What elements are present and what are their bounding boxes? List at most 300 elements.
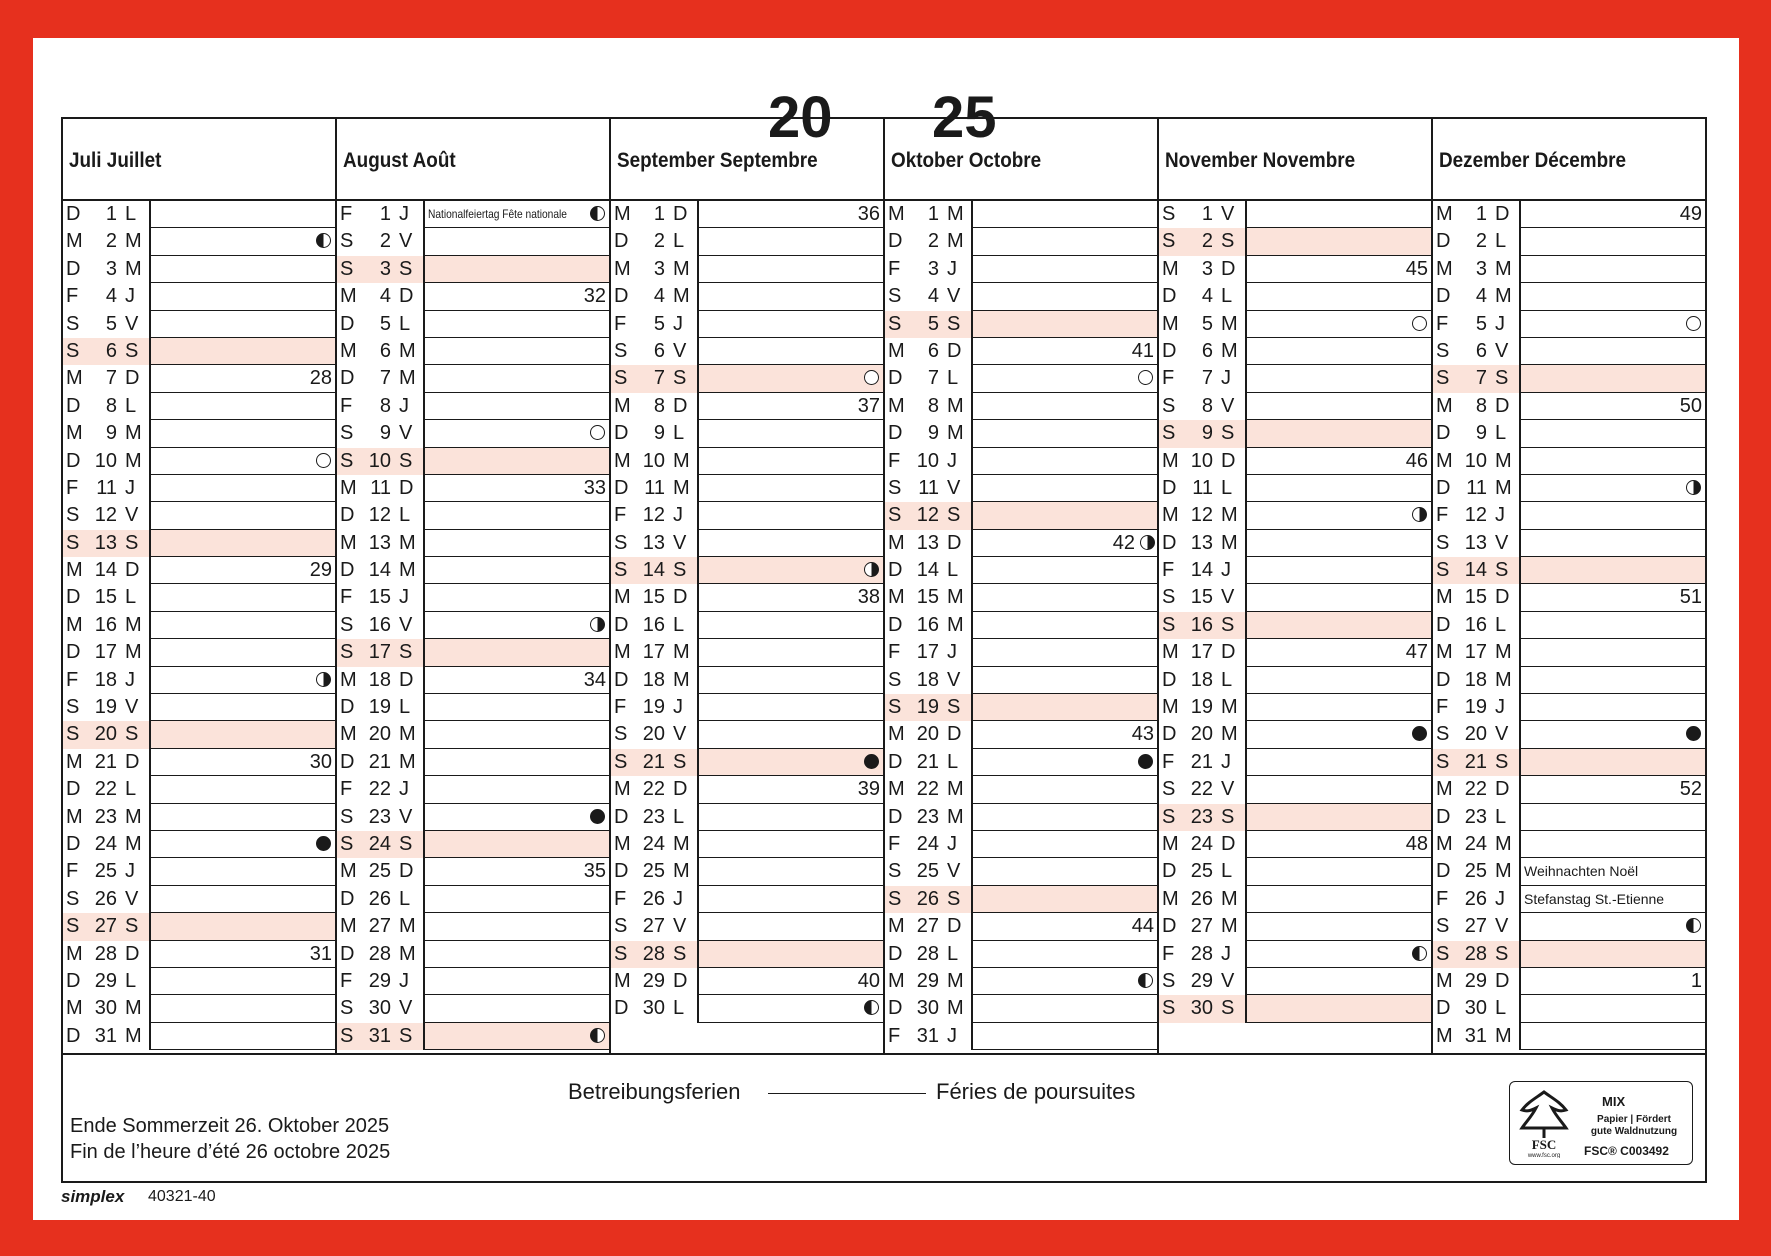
day-row (1433, 667, 1705, 694)
day-row (885, 228, 1157, 255)
weekday-de: S (340, 422, 354, 445)
day-row (63, 311, 335, 338)
weekday-de: F (614, 887, 627, 910)
weekday-fr: M (673, 285, 690, 308)
day-number: 8 (653, 394, 665, 417)
month-header (611, 119, 883, 201)
day-number: 21 (94, 750, 117, 773)
note-cell (1519, 776, 1705, 803)
note-cell (971, 557, 1157, 584)
note-cell (971, 584, 1157, 611)
day-number: 18 (1190, 668, 1213, 691)
note-cell (1519, 365, 1705, 392)
note-cell (971, 283, 1157, 310)
day-number: 24 (94, 832, 117, 855)
day-number: 3 (1475, 257, 1487, 280)
day-row (885, 995, 1157, 1022)
weekday-de: D (340, 750, 355, 773)
day-row (63, 694, 335, 721)
weekday-fr: M (1221, 915, 1238, 938)
note-cell (971, 201, 1157, 228)
day-number: 23 (1190, 805, 1213, 828)
day-number: 4 (379, 285, 391, 308)
month-column (337, 119, 611, 1053)
day-number: 29 (1190, 969, 1213, 992)
weekday-fr: M (1221, 887, 1238, 910)
day-row (337, 1023, 609, 1050)
day-row (63, 228, 335, 255)
weekday-de: D (888, 559, 903, 582)
weekday-fr: M (947, 586, 964, 609)
weekday-de: D (340, 504, 355, 527)
note-cell (1519, 612, 1705, 639)
weekday-fr: M (399, 559, 416, 582)
note-cell (971, 831, 1157, 858)
weekday-de: S (66, 339, 80, 362)
weekday-fr: V (399, 613, 413, 636)
note-cell (149, 365, 335, 392)
day-number: 22 (1464, 778, 1487, 801)
month-title: August Août (343, 149, 456, 172)
day-row (885, 886, 1157, 913)
brand-logo: simplex (61, 1187, 125, 1206)
note-cell (423, 639, 609, 666)
full-moon-icon (864, 370, 879, 385)
day-number: 9 (1201, 422, 1213, 445)
weekday-fr: V (673, 723, 687, 746)
weekday-fr: D (399, 668, 414, 691)
day-number: 22 (916, 778, 939, 801)
day-number: 24 (1190, 832, 1213, 855)
day-number: 20 (1464, 723, 1487, 746)
day-row (1159, 913, 1431, 940)
weekday-fr: S (125, 339, 139, 362)
betreibungsferien-line (768, 1093, 926, 1094)
day-number: 27 (1464, 915, 1487, 938)
day-number: 21 (642, 750, 665, 773)
weekday-fr: V (399, 997, 413, 1020)
note-cell (1519, 804, 1705, 831)
note-cell (1245, 721, 1431, 748)
note-cell (1245, 694, 1431, 721)
note-cell (1245, 420, 1431, 447)
weekday-de: D (1436, 422, 1451, 445)
new-moon-icon (590, 809, 605, 824)
day-row (1433, 256, 1705, 283)
weekday-de: S (340, 805, 354, 828)
note-cell (1519, 393, 1705, 420)
day-number: 9 (105, 422, 117, 445)
day-number: 19 (1190, 696, 1213, 719)
weekday-fr: L (1221, 860, 1233, 883)
last-quarter-moon-icon (590, 1028, 605, 1043)
day-row (1433, 804, 1705, 831)
day-row (1159, 448, 1431, 475)
note-cell (971, 749, 1157, 776)
weekday-fr: S (1221, 805, 1235, 828)
weekday-fr: J (1221, 559, 1231, 582)
day-number: 24 (916, 832, 939, 855)
weekday-de: S (66, 531, 80, 554)
week-number: 48 (1405, 832, 1428, 855)
weekday-fr: M (1221, 504, 1238, 527)
weekday-de: F (888, 257, 901, 280)
weekday-de: D (66, 969, 81, 992)
note-cell (1519, 201, 1705, 228)
weekday-de: F (1162, 559, 1175, 582)
weekday-de: S (614, 723, 628, 746)
day-row (611, 968, 883, 995)
weekday-de: D (66, 394, 81, 417)
weekday-de: D (614, 805, 629, 828)
note-cell (1519, 941, 1705, 968)
fsc-text (1582, 1114, 1686, 1138)
day-number: 13 (642, 531, 665, 554)
note-cell (1519, 858, 1705, 885)
weekday-de: D (1162, 723, 1177, 746)
weekday-de: D (1436, 285, 1451, 308)
full-moon-icon (1412, 316, 1427, 331)
weekday-de: F (340, 203, 353, 225)
day-number: 7 (653, 367, 665, 390)
note-cell (697, 530, 883, 557)
weekday-fr: V (125, 312, 139, 335)
weekday-fr: D (125, 750, 140, 773)
weekday-de: S (1436, 750, 1450, 773)
note-cell (149, 420, 335, 447)
weekday-de: D (66, 586, 81, 609)
note-cell (1245, 667, 1431, 694)
note-cell (1519, 256, 1705, 283)
weekday-de: D (66, 641, 81, 664)
day-row (1433, 365, 1705, 392)
day-row (63, 913, 335, 940)
weekday-fr: M (125, 257, 142, 280)
weekday-de: D (1436, 230, 1451, 253)
weekday-de: M (1162, 832, 1179, 855)
note-cell (423, 721, 609, 748)
month-header (885, 119, 1157, 201)
weekday-de: F (1162, 367, 1175, 390)
note-cell (971, 365, 1157, 392)
weekday-fr: V (1495, 915, 1509, 938)
weekday-de: M (66, 805, 83, 828)
day-number: 12 (1190, 504, 1213, 527)
weekday-fr: J (673, 312, 683, 335)
day-row (1159, 502, 1431, 529)
day-row (885, 530, 1157, 557)
weekday-fr: L (1495, 230, 1507, 253)
note-cell (971, 776, 1157, 803)
note-cell (971, 639, 1157, 666)
day-number: 5 (653, 312, 665, 335)
day-row (885, 557, 1157, 584)
day-row (1433, 1023, 1705, 1050)
day-number: 26 (1464, 887, 1487, 910)
day-row (1433, 886, 1705, 913)
last-quarter-moon-icon (1686, 918, 1701, 933)
note-cell (423, 776, 609, 803)
weekday-de: S (1162, 969, 1176, 992)
weekday-de: D (340, 887, 355, 910)
weekday-fr: S (1221, 997, 1235, 1020)
weekday-de: M (888, 394, 905, 417)
weekday-de: D (1436, 668, 1451, 691)
weekday-fr: D (947, 339, 962, 362)
new-moon-icon (1412, 726, 1427, 741)
weekday-fr: D (673, 586, 688, 609)
note-cell (971, 448, 1157, 475)
weekday-fr: M (1221, 339, 1238, 362)
note-cell (1519, 584, 1705, 611)
note-cell (423, 502, 609, 529)
day-number: 6 (1475, 339, 1487, 362)
weekday-fr: M (1495, 641, 1512, 664)
weekday-de: D (888, 997, 903, 1020)
note-cell (149, 886, 335, 913)
note-cell (423, 256, 609, 283)
last-quarter-moon-icon (1412, 946, 1427, 961)
weekday-fr: V (1221, 778, 1235, 801)
day-row (1433, 639, 1705, 666)
day-number: 5 (1475, 312, 1487, 335)
weekday-fr: L (673, 422, 685, 445)
day-number: 23 (916, 805, 939, 828)
weekday-de: M (888, 339, 905, 362)
weekday-fr: D (1221, 832, 1236, 855)
day-number: 10 (1190, 449, 1213, 472)
note-cell (149, 448, 335, 475)
day-number: 25 (1464, 860, 1487, 883)
weekday-de: M (340, 531, 357, 554)
weekday-fr: D (399, 285, 414, 308)
day-row (611, 557, 883, 584)
weekday-fr: L (1495, 613, 1507, 636)
weekday-fr: M (947, 613, 964, 636)
day-row (63, 639, 335, 666)
weekday-fr: L (1221, 668, 1233, 691)
day-row (1159, 557, 1431, 584)
day-number: 16 (916, 613, 939, 636)
weekday-fr: D (673, 778, 688, 801)
day-number: 3 (653, 257, 665, 280)
day-row (611, 612, 883, 639)
note-cell (1245, 968, 1431, 995)
weekday-de: D (340, 559, 355, 582)
note-cell (971, 502, 1157, 529)
day-number: 4 (927, 285, 939, 308)
weekday-fr: M (399, 750, 416, 773)
weekday-de: M (66, 997, 83, 1020)
day-row (1159, 530, 1431, 557)
weekday-fr: L (125, 203, 137, 225)
day-row (1159, 639, 1431, 666)
day-number: 17 (1464, 641, 1487, 664)
weekday-de: S (1436, 723, 1450, 746)
last-quarter-moon-icon (1138, 973, 1153, 988)
weekday-fr: J (399, 778, 409, 801)
day-number: 2 (1201, 230, 1213, 253)
weekday-de: S (614, 750, 628, 773)
weekday-fr: J (673, 887, 683, 910)
day-row (611, 667, 883, 694)
day-row (885, 776, 1157, 803)
day-row (63, 475, 335, 502)
weekday-fr: J (1221, 750, 1231, 773)
day-row (1433, 941, 1705, 968)
weekday-fr: M (673, 832, 690, 855)
note-cell (697, 913, 883, 940)
note-cell (697, 968, 883, 995)
weekday-fr: V (1495, 531, 1509, 554)
note-cell (697, 749, 883, 776)
weekday-de: M (1436, 257, 1453, 280)
weekday-de: D (1162, 476, 1177, 499)
product-code: 40321-40 (148, 1188, 216, 1205)
last-quarter-moon-icon (590, 206, 605, 221)
day-row (63, 721, 335, 748)
day-number: 7 (105, 367, 117, 390)
day-row (1433, 283, 1705, 310)
weekday-fr: M (1495, 285, 1512, 308)
day-number: 31 (368, 1024, 391, 1047)
note-cell (1245, 995, 1431, 1022)
note-cell (697, 584, 883, 611)
note-cell (971, 256, 1157, 283)
week-number: 47 (1405, 641, 1428, 664)
weekday-fr: D (1221, 641, 1236, 664)
day-number: 18 (642, 668, 665, 691)
weekday-fr: V (673, 915, 687, 938)
fsc-badge (1509, 1081, 1693, 1165)
day-row (1433, 530, 1705, 557)
day-number: 11 (370, 476, 391, 499)
last-quarter-moon-icon (316, 233, 331, 248)
weekday-fr: M (399, 723, 416, 746)
week-number: 32 (583, 285, 606, 308)
weekday-de: F (1436, 887, 1449, 910)
weekday-fr: D (947, 915, 962, 938)
month-column (63, 119, 337, 1053)
note-cell (1519, 338, 1705, 365)
day-row (1159, 721, 1431, 748)
note-cell (423, 968, 609, 995)
day-number: 1 (379, 203, 391, 225)
day-row (611, 256, 883, 283)
day-row (63, 776, 335, 803)
weekday-fr: L (673, 805, 685, 828)
day-number: 28 (1190, 942, 1213, 965)
weekday-fr: S (399, 449, 413, 472)
fsc-line1: Papier | Fördert (1597, 1114, 1671, 1125)
weekday-de: F (340, 394, 353, 417)
weekday-fr: V (673, 339, 687, 362)
weekday-de: M (888, 723, 905, 746)
day-number: 3 (927, 257, 939, 280)
day-number: 29 (368, 969, 391, 992)
weekday-fr: D (399, 860, 414, 883)
weekday-fr: M (1495, 860, 1512, 883)
day-row (611, 941, 883, 968)
day-number: 3 (379, 257, 391, 280)
dst-end-de: Ende Sommerzeit 26. Oktober 2025 (70, 1115, 390, 1137)
day-row (337, 420, 609, 447)
weekday-de: M (340, 860, 357, 883)
weekday-de: S (1162, 805, 1176, 828)
weekday-de: M (1162, 449, 1179, 472)
day-number: 4 (105, 285, 117, 308)
day-number: 18 (916, 668, 939, 691)
day-row (337, 448, 609, 475)
day-number: 27 (1190, 915, 1213, 938)
day-row (1159, 995, 1431, 1022)
day-number: 13 (1190, 531, 1213, 554)
day-row (885, 311, 1157, 338)
day-row (63, 283, 335, 310)
day-row (611, 311, 883, 338)
note-cell (1519, 721, 1705, 748)
weekday-fr: V (947, 860, 961, 883)
day-row (611, 858, 883, 885)
week-number: 1 (1690, 969, 1702, 992)
note-cell (697, 941, 883, 968)
weekday-de: S (614, 942, 628, 965)
weekday-de: M (614, 257, 631, 280)
note-cell (1519, 913, 1705, 940)
day-row (611, 721, 883, 748)
weekday-fr: J (1495, 504, 1505, 527)
day-number: 25 (94, 860, 117, 883)
month-column (1433, 119, 1705, 1053)
week-number: 33 (583, 476, 606, 499)
note-cell (1519, 968, 1705, 995)
holiday-label: Weihnachten Noël (1524, 863, 1639, 880)
day-number: 7 (1201, 367, 1213, 390)
day-row (1433, 393, 1705, 420)
note-cell (149, 694, 335, 721)
note-cell (697, 502, 883, 529)
day-row (337, 365, 609, 392)
weekday-fr: M (673, 641, 690, 664)
week-number: 31 (309, 942, 332, 965)
day-number: 19 (642, 696, 665, 719)
weekday-de: S (1162, 394, 1176, 417)
note-cell (1245, 749, 1431, 776)
holiday-label: Nationalfeiertag Fête nationale (428, 207, 567, 221)
day-row (885, 475, 1157, 502)
weekday-de: D (1436, 997, 1451, 1020)
note-cell (697, 365, 883, 392)
day-row (63, 968, 335, 995)
day-number: 18 (1464, 668, 1487, 691)
weekday-fr: S (399, 641, 413, 664)
note-cell (423, 886, 609, 913)
day-number: 14 (642, 559, 665, 582)
day-number: 17 (368, 641, 391, 664)
week-number: 28 (309, 367, 332, 390)
weekday-fr: V (1495, 339, 1509, 362)
weekday-fr: D (673, 203, 688, 225)
weekday-de: S (1436, 559, 1450, 582)
weekday-de: D (1436, 613, 1451, 636)
day-row (1433, 420, 1705, 447)
weekday-fr: J (947, 832, 957, 855)
day-number: 25 (916, 860, 939, 883)
weekday-de: F (1436, 312, 1449, 335)
note-cell (697, 448, 883, 475)
day-number: 30 (368, 997, 391, 1020)
weekday-fr: J (1221, 367, 1231, 390)
